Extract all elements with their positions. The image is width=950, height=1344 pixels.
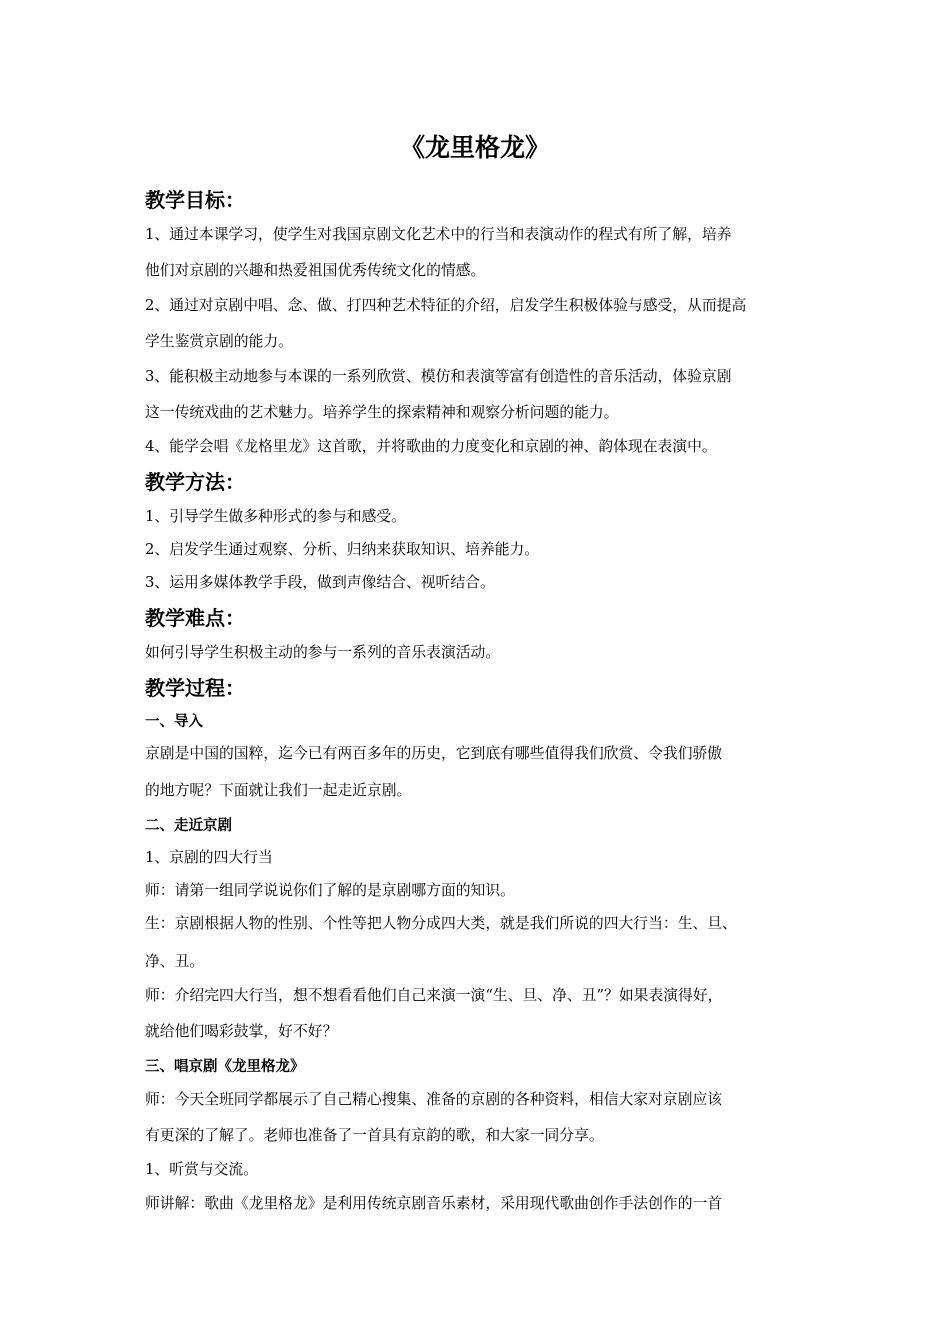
document-title: 《龙里格龙》 <box>399 133 550 162</box>
objective-1-line-1: 1、通过本课学习，使学生对我国京剧文化艺术中的行当和表演动作的程式有所了解，培养 <box>145 226 732 243</box>
method-2: 2、启发学生通过观察、分析、归纳来获取知识、培养能力。 <box>145 541 540 558</box>
section-1-line-1: 京剧是中国的国粹，迄今已有两百多年的历史，它到底有哪些值得我们欣赏、令我们骄傲 <box>145 745 723 762</box>
objective-1-line-2: 他们对京剧的兴趣和热爱祖国优秀传统文化的情感。 <box>145 262 486 279</box>
objectives-heading: 教学目标： <box>145 188 245 212</box>
section-2-teacher-1: 师：请第一组同学说说你们了解的是京剧哪方面的知识。 <box>145 882 515 899</box>
section-3-heading: 三、唱京剧《龙里格龙》 <box>145 1059 305 1075</box>
section-2-teacher-2-line-2: 就给他们喝彩鼓掌，好不好？ <box>145 1023 338 1040</box>
methods-heading: 教学方法： <box>145 470 245 494</box>
objective-3-line-1: 3、能积极主动地参与本课的一系列欣赏、模仿和表演等富有创造性的音乐活动，体验京剧 <box>145 368 732 385</box>
section-2-teacher-2-line-1: 师：介绍完四大行当，想不想看看他们自己来演一演“生、旦、净、丑”？如果表演得好， <box>145 987 723 1004</box>
process-heading: 教学过程： <box>145 676 245 700</box>
section-1-line-2: 的地方呢？下面就让我们一起走近京剧。 <box>145 782 412 799</box>
method-1: 1、引导学生做多种形式的参与和感受。 <box>145 508 406 525</box>
section-1-heading: 一、导入 <box>145 714 203 730</box>
section-3-sub: 1、听赏与交流。 <box>145 1161 258 1178</box>
difficulty-heading: 教学难点： <box>145 606 245 630</box>
objective-2-line-2: 学生鉴赏京剧的能力。 <box>145 333 293 350</box>
section-2-heading: 二、走近京剧 <box>145 818 232 834</box>
section-3-teacher-1-line-2: 有更深的了解了。老师也准备了一首具有京韵的歌，和大家一同分享。 <box>145 1127 604 1144</box>
section-3-teacher-1-line-1: 师：今天全班同学都展示了自己精心搜集、准备的京剧的各种资料，相信大家对京剧应该 <box>145 1091 723 1108</box>
section-3-explain: 师讲解：歌曲《龙里格龙》是利用传统京剧音乐素材，采用现代歌曲创作手法创作的一首 <box>145 1195 723 1212</box>
objective-2-line-1: 2、通过对京剧中唱、念、做、打四种艺术特征的介绍，启发学生积极体验与感受，从而提高 <box>145 297 747 314</box>
method-3: 3、运用多媒体教学手段，做到声像结合、视听结合。 <box>145 574 495 591</box>
section-2-student-1-line-2: 净、丑。 <box>145 953 205 970</box>
section-2-student-1-line-1: 生：京剧根据人物的性别、个性等把人物分成四大类，就是我们所说的四大行当：生、旦、 <box>145 915 737 932</box>
objective-3-line-2: 这一传统戏曲的艺术魅力。培养学生的探索精神和观察分析问题的能力。 <box>145 404 619 421</box>
section-2-sub: 1、京剧的四大行当 <box>145 849 273 866</box>
difficulty-text: 如何引导学生积极主动的参与一系列的音乐表演活动。 <box>145 644 501 661</box>
objective-4-line-1: 4、能学会唱《龙格里龙》这首歌，并将歌曲的力度变化和京剧的神、韵体现在表演中。 <box>145 438 717 455</box>
